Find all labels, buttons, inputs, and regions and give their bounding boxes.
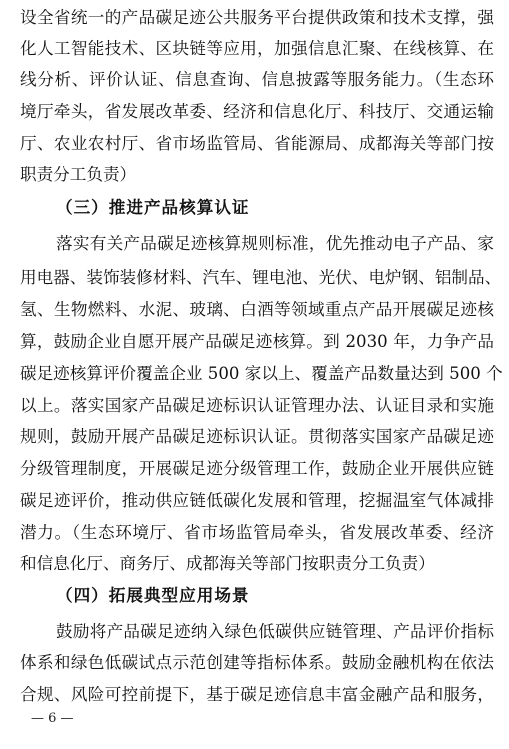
body-text-line: 分级管理制度，开展碳足迹分级管理工作，鼓励企业开展供应链: [20, 459, 494, 478]
body-text-line: 化人工智能技术、区块链等应用，加强信息汇聚、在线核算、在: [20, 39, 494, 58]
section-heading-3: （三）推进产品核算认证: [56, 198, 250, 217]
body-text-line: 职责分工负责）: [20, 165, 137, 184]
body-text-line: 境厅牵头，省发展改革委、经济和信息化厅、科技厅、交通运输: [20, 102, 494, 121]
body-text-line: 规则，鼓励开展产品碳足迹标识认证。贯彻落实国家产品碳足迹: [20, 427, 494, 446]
body-text-line: 和信息化厅、商务厅、成都海关等部门按职责分工负责）: [20, 554, 435, 573]
body-text-line: 合规、风险可控前提下，基于碳足迹信息丰富金融产品和服务，: [20, 685, 494, 704]
section-heading-4: （四）拓展典型应用场景: [56, 586, 250, 605]
body-text-line: 以上。落实国家产品碳足迹标识认证管理办法、认证目录和实施: [20, 396, 494, 415]
body-text-line: 算，鼓励企业自愿开展产品碳足迹核算。到 2030 年，力争产品: [20, 332, 494, 351]
body-text-line: 线分析、评价认证、信息查询、信息披露等服务能力。（生态环: [20, 70, 494, 89]
body-text-line: 氢、生物燃料、水泥、玻璃、白酒等领域重点产品开展碳足迹核: [20, 300, 494, 319]
body-text-line: 鼓励将产品碳足迹纳入绿色低碳供应链管理、产品评价指标: [56, 622, 494, 641]
body-text-line: 体系和绿色低碳试点示范创建等指标体系。鼓励金融机构在依法: [20, 653, 494, 672]
body-text-line: 落实有关产品碳足迹核算规则标准，优先推动电子产品、家: [56, 234, 494, 253]
body-text-line: 碳足迹核算评价覆盖企业 500 家以上、覆盖产品数量达到 500 个: [20, 364, 503, 383]
body-text-line: 设全省统一的产品碳足迹公共服务平台提供政策和技术支撑，强: [20, 8, 494, 27]
body-text-line: 潜力。（生态环境厅、省市场监管局牵头，省发展改革委、经济: [20, 523, 494, 542]
body-text-line: 厅、农业农村厅、省市场监管局、省能源局、成都海关等部门按: [20, 134, 494, 153]
page-number: — 6 —: [31, 711, 74, 726]
body-text-line: 碳足迹评价，推动供应链低碳化发展和管理，挖掘温室气体减排: [20, 491, 494, 510]
body-text-line: 用电器、装饰装修材料、汽车、锂电池、光伏、电炉钢、铝制品、: [20, 268, 502, 287]
